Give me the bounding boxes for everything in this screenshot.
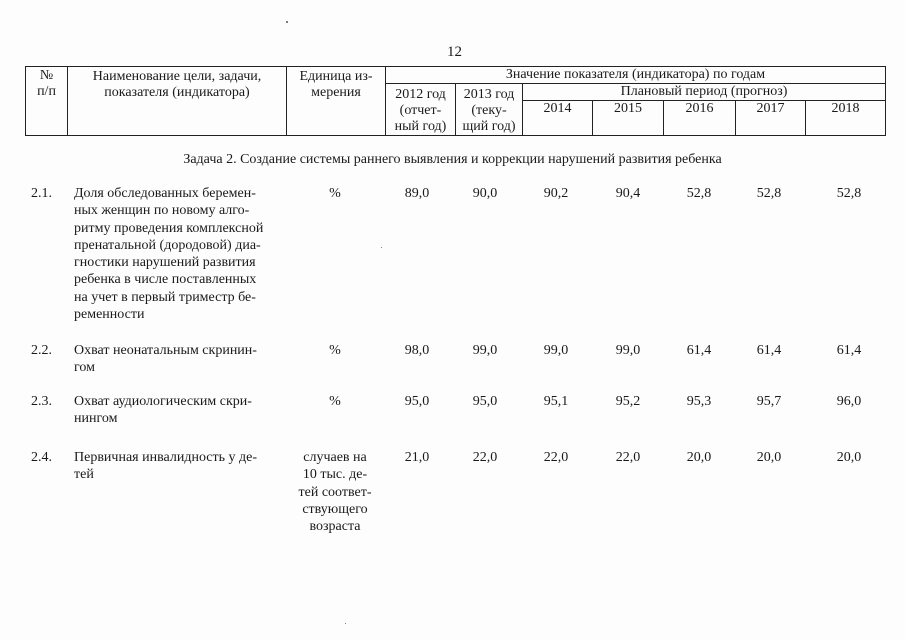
unit-of-measure — [287, 185, 383, 202]
indicator-name-line: Охват неонатальным скринин- — [74, 343, 257, 358]
unit-line: тей соответ- — [298, 484, 372, 500]
indicator-name-line: гностики нарушений развития — [74, 255, 256, 271]
header-num-abbr: п/п — [37, 84, 56, 99]
indicator-name — [74, 393, 286, 428]
indicator-value: 95,0 — [404, 394, 430, 409]
header-year-2012 — [386, 84, 456, 136]
indicator-value: 61,4 — [756, 343, 782, 358]
header-year-line: (отчет- — [399, 103, 442, 118]
scan-speck — [345, 623, 346, 624]
row-number: 2.1. — [31, 186, 52, 201]
header-name-line: Наименование цели, задачи, — [92, 69, 262, 84]
indicator-name — [74, 342, 286, 377]
indicator-name-line: ритму проведения комплексной — [74, 220, 264, 236]
indicator-name-line: на учет в первый триместр бе- — [74, 289, 256, 305]
header-year-2013 — [456, 84, 523, 136]
task-title: Задача 2. Создание системы раннего выявления и коррекции нарушений развития ребенка — [183, 152, 722, 167]
header-year-plan: 2016 — [664, 101, 736, 136]
indicator-value: 96,0 — [836, 394, 862, 409]
indicator-name-line: ных женщин по новому алго- — [74, 203, 250, 219]
indicator-value: 95,1 — [543, 394, 569, 409]
indicator-value: 99,0 — [615, 343, 641, 358]
header-year-line: (теку- — [471, 103, 507, 118]
header-values-title: Значение показателя (индикатора) по годам — [386, 67, 886, 84]
scan-speck — [381, 247, 382, 248]
indicator-value: 98,0 — [404, 343, 430, 358]
indicator-value: 61,4 — [836, 343, 862, 358]
indicator-value: 99,0 — [472, 343, 498, 358]
indicator-value: 89,0 — [404, 186, 430, 201]
scan-speck — [286, 21, 288, 23]
indicator-name-line: ребенка в числе поставленных — [74, 272, 257, 288]
indicator-value: 99,0 — [543, 343, 569, 358]
header-num-cell — [26, 67, 68, 136]
indicator-name — [74, 185, 286, 323]
indicator-name-line: тей — [74, 467, 94, 483]
row-number: 2.2. — [31, 343, 52, 358]
indicator-value: 90,2 — [543, 186, 569, 201]
indicator-value: 95,7 — [756, 394, 782, 409]
indicator-value: 20,0 — [836, 450, 862, 465]
indicator-value: 20,0 — [756, 450, 782, 465]
indicator-value: 95,2 — [615, 394, 641, 409]
header-year-line: 2012 год — [395, 87, 446, 102]
unit-line: возраста — [309, 519, 361, 535]
unit-line: % — [329, 186, 341, 201]
header-name-line: показателя (индикатора) — [104, 85, 250, 100]
indicator-name — [74, 449, 286, 484]
indicator-name-line: пренатальной (дородовой) диа- — [74, 237, 261, 253]
page-number: 12 — [447, 44, 462, 60]
header-year-plan: 2017 — [736, 101, 806, 136]
header-unit-cell — [287, 67, 386, 136]
header-plan-title: Плановый период (прогноз) — [523, 84, 886, 101]
indicator-value: 90,4 — [615, 186, 641, 201]
row-number: 2.4. — [31, 450, 52, 465]
unit-line: % — [329, 343, 341, 358]
indicator-value: 90,0 — [472, 186, 498, 201]
indicator-value: 21,0 — [404, 450, 430, 465]
header-year-line: щий год) — [462, 119, 516, 134]
indicator-name-line: нингом — [74, 411, 118, 427]
table-header — [25, 66, 886, 136]
indicator-name-line: Первичная инвалидность у де- — [74, 450, 258, 465]
header-unit-line: Единица из- — [299, 69, 373, 84]
indicator-name-line: гом — [74, 360, 95, 376]
indicator-name-line: Доля обследованных беремен- — [74, 186, 256, 201]
unit-of-measure — [287, 449, 383, 535]
indicator-name-line: Охват аудиологическим скри- — [74, 394, 252, 409]
indicator-name-line: ременности — [74, 307, 145, 323]
indicator-value: 22,0 — [615, 450, 641, 465]
indicator-value: 52,8 — [756, 186, 782, 201]
header-num-symbol: № — [39, 68, 54, 83]
header-name-cell — [68, 67, 287, 136]
indicator-value: 52,8 — [836, 186, 862, 201]
indicator-value: 22,0 — [472, 450, 498, 465]
header-year-line: ный год) — [394, 119, 447, 134]
unit-line: ствующего — [302, 501, 368, 517]
header-year-line: 2013 год — [463, 87, 515, 102]
indicator-value: 95,3 — [686, 394, 712, 409]
indicator-value: 52,8 — [686, 186, 712, 201]
row-number: 2.3. — [31, 394, 52, 409]
header-year-plan: 2015 — [593, 101, 664, 136]
header-year-plan: 2018 — [806, 101, 886, 136]
indicator-value: 95,0 — [472, 394, 498, 409]
unit-of-measure — [287, 393, 383, 410]
unit-of-measure — [287, 342, 383, 359]
header-year-plan: 2014 — [523, 101, 593, 136]
indicator-value: 20,0 — [686, 450, 712, 465]
unit-line: 10 тыс. де- — [302, 467, 368, 483]
indicator-value: 22,0 — [543, 450, 569, 465]
unit-line: случаев на — [303, 450, 367, 465]
unit-line: % — [329, 394, 341, 409]
header-unit-line: мерения — [311, 85, 361, 100]
indicator-value: 61,4 — [686, 343, 712, 358]
